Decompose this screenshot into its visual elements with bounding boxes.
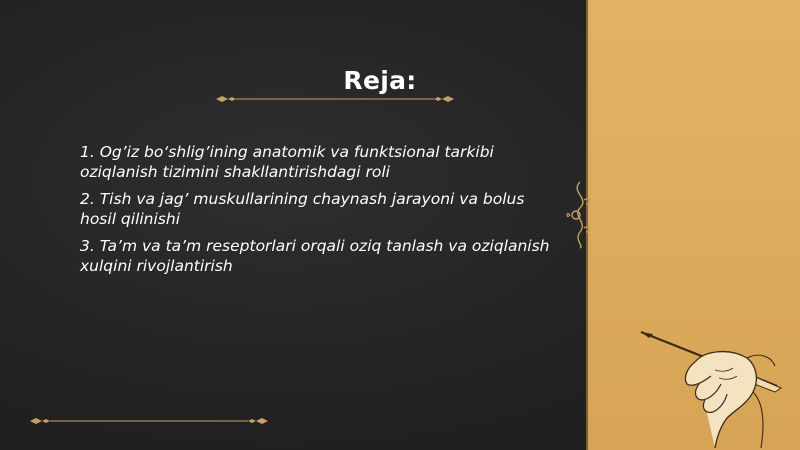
- scroll-flourish-icon: [566, 180, 594, 250]
- agenda-item-3: 3. Ta’m va ta’m reseptorlari orqali oziq tanlash va oziqlanish xulqini rivojlantirish: [80, 237, 550, 275]
- title-divider-ornament: [214, 92, 456, 106]
- agenda-list: [80, 142, 560, 283]
- hand-with-quill-pen-icon: [635, 322, 785, 450]
- agenda-item-1: 1. Og’iz bo‘shlig’ining anatomik va funktsional tarkibi oziqlanish tizimini shakllantirishdagi roli: [80, 143, 494, 181]
- agenda-item-2: 2. Tish va jag’ muskullarining chaynash jarayoni va bolus hosil qilinishi: [80, 190, 525, 228]
- bottom-divider-ornament: [28, 414, 270, 428]
- slide-title: Reja:: [343, 66, 417, 95]
